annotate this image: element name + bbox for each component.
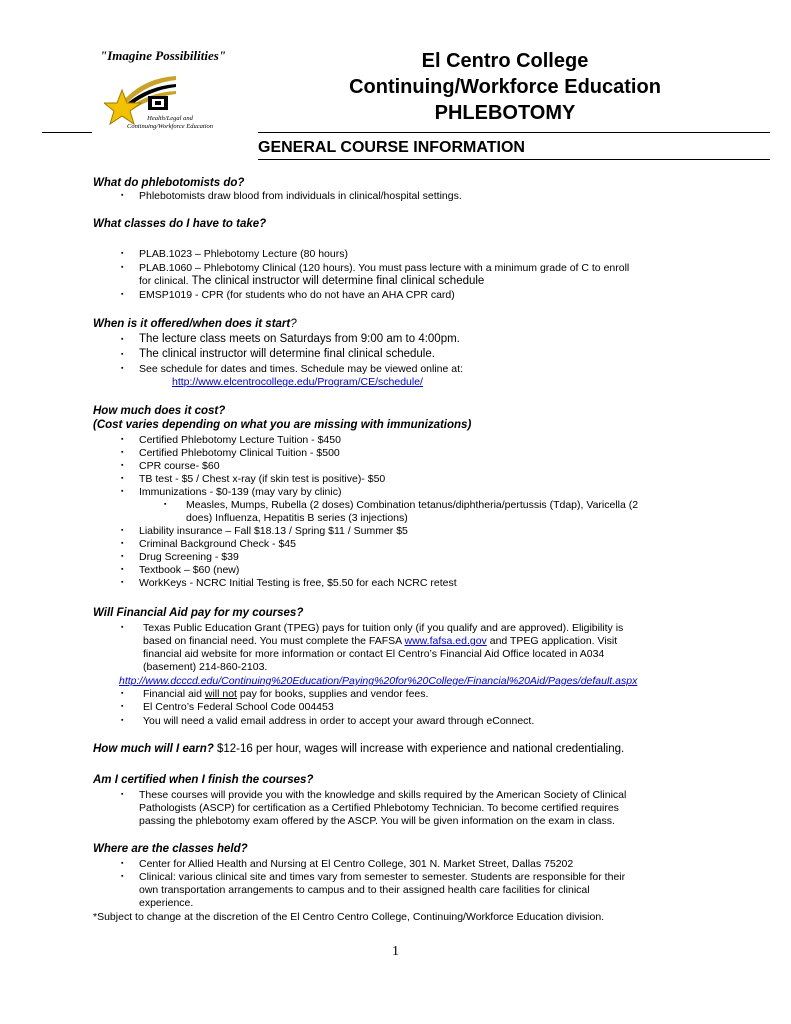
list-item: Immunizations - $0-139 (may vary by clinic) [139,486,342,498]
list-item: Clinical: various clinical site and times vary from semester to semester. Students are responsible for their [139,871,626,883]
bullet-icon: ▪ [121,860,124,867]
text: based on financial need. You must complete the FAFSA [143,635,405,647]
logo-tagline: "Imagine Possibilities" [100,48,227,63]
section-title: GENERAL COURSE INFORMATION [258,139,525,156]
question-when [93,318,297,330]
logo-subtitle [114,115,226,130]
list-item: You will need a valid email address in order to accept your award through eConnect. [143,715,535,727]
list-item: Phlebotomists draw blood from individuals in clinical/hospital settings. [139,190,462,202]
list-item [143,688,428,701]
bullet-icon: ▪ [121,436,124,443]
text-large: The clinical instructor will determine final clinical schedule [188,275,485,287]
list-item: Certified Phlebotomy Clinical Tuition - $500 [139,447,340,459]
list-item: Certified Phlebotomy Lecture Tuition - $450 [139,434,341,446]
earnings-answer: $12-16 per hour, wages will increase with experience and national credentialing. [213,743,625,755]
sub-list-item: Measles, Mumps, Rubella (2 doses) Combination tetanus/diphtheria/pertussis (Tdap), Varicella (2 [186,499,639,511]
list-item: TB test - $5 / Chest x-ray (if skin test is positive)- $50 [139,473,386,485]
underlined-text: will not [204,688,237,700]
list-item-continued [143,635,617,648]
bullet-icon: ▪ [121,264,124,271]
earnings-line [93,743,624,755]
text-small: for clinical. [139,275,189,287]
question-text: When is it offered/when does it start [93,318,291,330]
bullet-icon: ▪ [121,624,124,631]
list-item: Texas Public Education Grant (TPEG) pays for tuition only (if you qualify and are approved). Eligibility is [143,622,624,634]
bullet-icon: ▪ [121,336,124,343]
list-item-continued: financial aid website for more information or contact El Centro’s Financial Aid Office located in A034 [143,648,605,660]
bullet-icon: ▪ [121,690,124,697]
bullet-icon: ▪ [121,873,124,880]
list-item-continued: Pathologists (ASCP) for certification as a Certified Phlebotomy Technician. To become certified requires [139,802,619,814]
list-item-continued: passing the phlebotomy exam offered by the ASCP. You will be given information on the exam in class. [139,815,615,827]
list-item: EMSP1019 - CPR (for students who do not have an AHA CPR card) [139,289,455,301]
list-item: El Centro’s Federal School Code 004453 [143,701,334,713]
list-item: Drug Screening - $39 [139,551,239,563]
question-where: Where are the classes held? [93,843,248,855]
list-item: The clinical instructor will determine final clinical schedule. [139,348,435,360]
footnote: *Subject to change at the discretion of the El Centro Centro College, Continuing/Workforce Education division. [93,911,605,923]
question-classes: What classes do I have to take? [93,218,267,230]
text: pay for books, supplies and vendor fees. [236,688,429,700]
list-item: See schedule for dates and times. Schedule may be viewed online at: [139,363,463,375]
bullet-icon: ▪ [121,365,124,372]
list-item: The lecture class meets on Saturdays from 9:00 am to 4:00pm. [139,333,460,345]
sub-list-item-continued: does) Influenza, Hepatitis B series (3 injections) [186,512,408,524]
bullet-icon: ▪ [121,449,124,456]
header-rule-bottom [258,159,770,160]
bullet-icon: ▪ [121,703,124,710]
question-earn: How much will I earn? [93,743,214,755]
logo-underline [42,132,92,133]
text: and TPEG application. Visit [486,635,618,647]
bullet-icon: ▪ [121,291,124,298]
list-item-continued: experience. [139,897,194,909]
list-item: Textbook – $60 (new) [139,564,240,576]
header-rule-top [258,132,770,133]
question-financial-aid: Will Financial Aid pay for my courses? [93,607,304,619]
bullet-icon: ▪ [121,351,124,358]
bullet-icon: ▪ [121,717,124,724]
financial-aid-link[interactable]: http://www.dcccd.edu/Continuing%20Education/Paying%20for%20College/Financial%20Aid/Pages/default.aspx [119,675,638,687]
list-item: These courses will provide you with the knowledge and skills required by the American Society of Clinical [139,789,627,801]
bullet-icon: ▪ [121,527,124,534]
question-cost: How much does it cost? [93,405,226,417]
question-mark: ? [290,318,297,330]
bullet-icon: ▪ [121,553,124,560]
list-item: WorkKeys - NCRC Initial Testing is free, $5.50 for each NCRC retest [139,577,457,589]
bullet-icon: ▪ [121,192,124,199]
bullet-icon: ▪ [121,540,124,547]
bullet-icon: ▪ [121,475,124,482]
list-item-continued: (basement) 214-860-2103. [143,661,268,673]
list-item: Liability insurance – Fall $18.13 / Spring $11 / Summer $5 [139,525,408,537]
bullet-icon: ▪ [121,791,124,798]
list-item: PLAB.1060 – Phlebotomy Clinical (120 hours). You must pass lecture with a minimum grade of C to enroll [139,262,630,274]
sub-bullet-icon: ▪ [164,501,167,508]
bullet-icon: ▪ [121,250,124,257]
logo-subtitle-line1: Health/Legal and [147,115,193,122]
department-name: Continuing/Workforce Education [349,76,661,98]
program-name: PHLEBOTOMY [434,102,576,124]
bullet-icon: ▪ [121,462,124,469]
page-number: 1 [392,944,399,959]
fafsa-link[interactable]: www.fafsa.ed.gov [404,635,487,647]
list-item: CPR course- $60 [139,460,220,472]
college-name: El Centro College [421,50,589,72]
list-item: Center for Allied Health and Nursing at El Centro College, 301 N. Market Street, Dallas 75202 [139,858,574,870]
list-item-continued [139,275,484,288]
schedule-link[interactable]: http://www.elcentrocollege.edu/Program/CE/schedule/ [172,376,423,388]
bullet-icon: ▪ [121,488,124,495]
bullet-icon: ▪ [121,566,124,573]
question-cost-note: (Cost varies depending on what you are missing with immunizations) [93,419,472,431]
logo-subtitle-line2: Continuing/Workforce Education [127,122,213,130]
list-item-continued: own transportation arrangements to campus and to their assigned health care facilities for clinical [139,884,590,896]
list-item: PLAB.1023 – Phlebotomy Lecture (80 hours) [139,248,348,260]
question-certified: Am I certified when I finish the courses? [93,774,314,786]
text: Financial aid [143,688,205,700]
bullet-icon: ▪ [121,579,124,586]
question-what-do: What do phlebotomists do? [93,177,245,189]
list-item: Criminal Background Check - $45 [139,538,296,550]
